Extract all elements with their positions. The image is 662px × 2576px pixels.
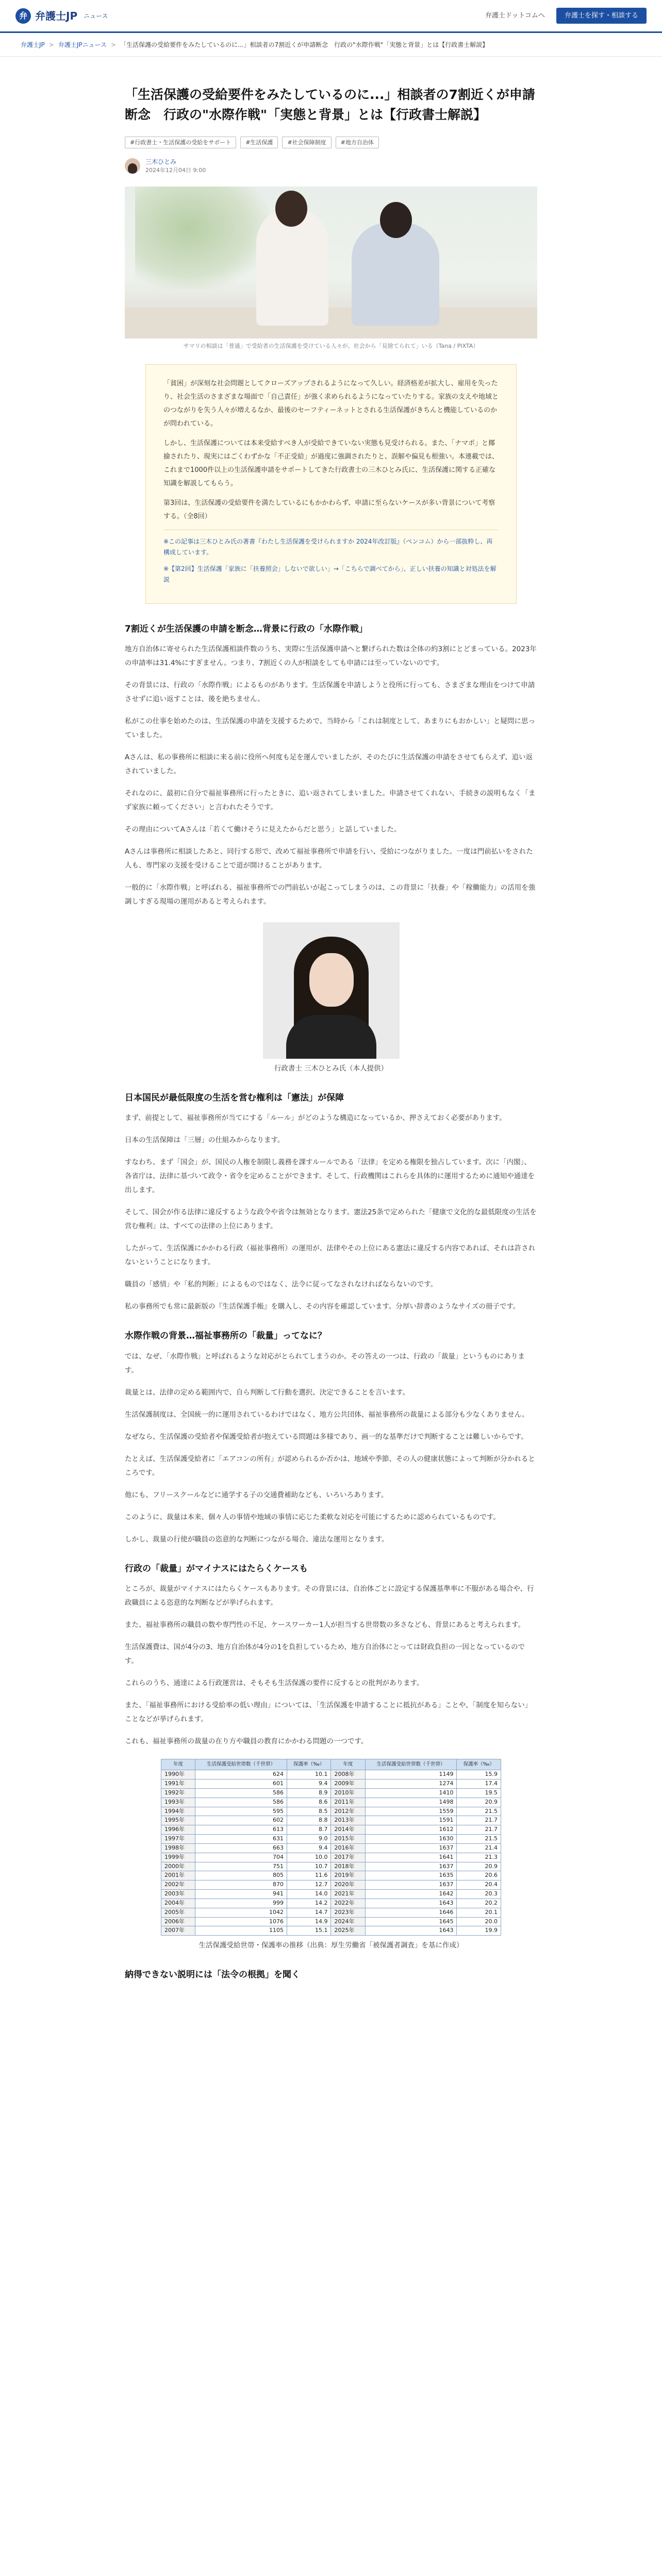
- table-cell-year: 1993年: [161, 1798, 195, 1807]
- table-cell-households: 1642: [365, 1890, 457, 1899]
- table-cell-year: 2011年: [331, 1798, 365, 1807]
- table-cell-households: 595: [195, 1807, 287, 1816]
- table-cell-households: 704: [195, 1853, 287, 1862]
- paragraph: 日本の生活保障は「三層」の仕組みからなります。: [125, 1136, 285, 1145]
- tag[interactable]: #地方自治体: [336, 137, 379, 148]
- table-cell-rate: 14.0: [287, 1890, 331, 1899]
- table-cell-year: 2019年: [331, 1871, 365, 1880]
- intro-paragraph: 「貧困」が深刻な社会問題としてクローズアップされるようになって久しい。経済格差が拡大し、雇用を失ったり、社会生活のさまざまな場面で「自己責任」が強く求められるようになっていたりする。家族の支えや地域とのつながりを失う人々が増えるなか、最後のセーフティーネットとされる生活保護がきちんと機能しているのかが問われている。: [163, 379, 499, 428]
- avatar[interactable]: [125, 158, 140, 174]
- table-cell-rate: 8.9: [287, 1788, 331, 1798]
- hero-plant: [135, 187, 269, 290]
- paragraph: 私の事務所でも常に最新版の『生活保護手帳』を購入し、その内容を確認しています。分厚い辞書のようなサイズの冊子です。: [125, 1302, 520, 1311]
- table-cell-rate: 20.9: [457, 1862, 501, 1871]
- intro-box: [145, 364, 517, 604]
- paragraph: 一般的に「水際作戦」と呼ばれる、福祉事務所での門前払いが起こってしまうのは、この背景に「扶養」や「稼働能力」の活用を強調しすぎる現場の運用があると考えられます。: [125, 884, 536, 906]
- table-cell-year: 1995年: [161, 1816, 195, 1825]
- table-cell-year: 2000年: [161, 1862, 195, 1871]
- table-row: [161, 1825, 501, 1835]
- table-cell-households: 1637: [365, 1862, 457, 1871]
- tag[interactable]: #生活保護: [240, 137, 278, 148]
- table-cell-rate: 9.0: [287, 1835, 331, 1844]
- table-cell-households: 1042: [195, 1908, 287, 1917]
- table-cell-households: 999: [195, 1899, 287, 1908]
- table-cell-households: 613: [195, 1825, 287, 1835]
- table-header: 年度: [161, 1759, 195, 1770]
- logo-sub: ニュース: [84, 12, 108, 20]
- logo-mark: 弁: [15, 8, 31, 24]
- table-header-row: [161, 1759, 501, 1770]
- author-portrait: [263, 922, 400, 1059]
- table-cell-households: 601: [195, 1779, 287, 1788]
- table-cell-year: 2009年: [331, 1779, 365, 1788]
- hero-person-left-head: [275, 191, 307, 227]
- table-cell-year: 1998年: [161, 1843, 195, 1853]
- table-cell-households: 1591: [365, 1816, 457, 1825]
- paragraph: では、なぜ、「水際作戦」と呼ばれるような対応がとられてしまうのか。その答えの一つは、行政の「裁量」というものにあります。: [125, 1352, 525, 1375]
- article: [125, 57, 537, 1982]
- table-row: [161, 1843, 501, 1853]
- table-row: [161, 1926, 501, 1936]
- table-cell-year: 2005年: [161, 1908, 195, 1917]
- previous-article-link[interactable]: ※【第2回】生活保護「家族に「扶養照会」しないで欲しい」→「こちらで調べてから」、正しい扶養の知識と対処法を解説: [163, 565, 496, 584]
- table-cell-rate: 21.5: [457, 1835, 501, 1844]
- bengoshi-dotcom-link[interactable]: 弁護士ドットコムへ: [485, 12, 545, 20]
- intro-links: [163, 530, 499, 586]
- table-cell-year: 1997年: [161, 1835, 195, 1844]
- tag[interactable]: #行政書士・生活保護の受給をサポート: [125, 137, 236, 148]
- table-cell-households: 941: [195, 1890, 287, 1899]
- table-cell-rate: 21.7: [457, 1825, 501, 1835]
- paragraph: 職員の「感情」や「私的判断」によるものではなく、法令に従ってなされなければならないのです。: [125, 1280, 438, 1289]
- table-cell-year: 2021年: [331, 1890, 365, 1899]
- site-header: [0, 0, 662, 33]
- intro-paragraph: しかし、生活保護については本来受給すべき人が受給できていない実態も見受けられる。また、「ナマポ」と揶揄されたり、現実にはごくわずかな「不正受給」が過度に強調されたりと、誤解や偏見も根強い。本連載では、これまで1000件以上の生活保護申請をサポートしてきた行政書士の三木ひとみ氏に、生活保護に関する正確な知識を解説してもらう。: [163, 439, 499, 487]
- table-cell-rate: 20.1: [457, 1908, 501, 1917]
- table-note: 生活保護受給世帯・保護率の推移（出典：厚生労働省「被保護者調査」を基に作成）: [198, 1941, 464, 1950]
- table-cell-year: 2002年: [161, 1880, 195, 1890]
- table-cell-year: 1991年: [161, 1779, 195, 1788]
- paragraph: これも、福祉事務所の裁量の在り方や職員の教育にかかわる問題の一つです。: [125, 1737, 368, 1745]
- author-block: [125, 158, 537, 174]
- section-heading: 日本国民が最低限度の生活を営む権利は「憲法」が保障: [125, 1093, 344, 1104]
- paragraph: 地方自治体に寄せられた生活保護相談件数のうち、実際に生活保護申請へと繋げられた数は全体の約3割にとどまっている。2023年の申請率は31.4%にすぎません。つまり、7割近くの人が相談をしても申請には至っていないのです。: [125, 645, 537, 668]
- table-cell-year: 2008年: [331, 1770, 365, 1780]
- paragraph: ところが、裁量がマイナスにはたらくケースもあります。その背景には、自治体ごとに設定する保護基準率に不服がある場合や、行政職員による恣意的な判断などが挙げられます。: [125, 1584, 534, 1607]
- table-cell-households: 1637: [365, 1843, 457, 1853]
- table-cell-year: 2017年: [331, 1853, 365, 1862]
- table-header: 生活保護受給世帯数（千世帯）: [195, 1759, 287, 1770]
- table-row: [161, 1835, 501, 1844]
- breadcrumb-separator: >: [111, 41, 117, 48]
- table-row: [161, 1899, 501, 1908]
- table-cell-rate: 17.4: [457, 1779, 501, 1788]
- table-row: [161, 1853, 501, 1862]
- welfare-statistics-table: [161, 1759, 501, 1936]
- intro-paragraph: 第3回は、生活保護の受給要件を満たしているにもかかわらず、申請に至らないケースが多い背景について考察する。（全8回）: [163, 499, 495, 520]
- table-row: [161, 1807, 501, 1816]
- header-right: [485, 8, 647, 24]
- table-cell-rate: 8.7: [287, 1825, 331, 1835]
- paragraph: 裁量とは、法律の定める範囲内で、自ら判断して行動を選択、決定できることを言います。: [125, 1388, 410, 1397]
- paragraph: なぜなら、生活保護の受給者や保護受給者が抱えている問題は多様であり、画一的な基準だけで判断することは難しいからです。: [125, 1432, 528, 1441]
- table-cell-households: 631: [195, 1835, 287, 1844]
- table-cell-households: 1612: [365, 1825, 457, 1835]
- table-row: [161, 1917, 501, 1926]
- table-cell-rate: 20.4: [457, 1880, 501, 1890]
- table-cell-rate: 10.7: [287, 1862, 331, 1871]
- table-cell-rate: 20.9: [457, 1798, 501, 1807]
- author-name[interactable]: 三木ひとみ: [145, 158, 177, 165]
- portrait-caption: 行政書士 三木ひとみ氏（本人提供）: [274, 1064, 388, 1073]
- paragraph: その理由についてAさんは「若くて働けそうに見えたからだと思う」と話していました。: [125, 825, 401, 834]
- paragraph: その背景には、行政の「水際作戦」によるものがあります。生活保護を申請しようと役所に行っても、さまざまな理由をつけて申請させずに追い返すことは、後を絶ちません。: [125, 681, 535, 704]
- table-cell-rate: 9.4: [287, 1779, 331, 1788]
- breadcrumb-news[interactable]: 弁護士JPニュース: [58, 41, 107, 48]
- table-cell-year: 1996年: [161, 1825, 195, 1835]
- hero-caption: サマリの相談は「普通」で受給者の生活保護を受けている人々が、社会から「見捨てられて」いる（Tana / PIXTA）: [183, 343, 479, 350]
- table-cell-rate: 20.3: [457, 1890, 501, 1899]
- table-cell-year: 2006年: [161, 1917, 195, 1926]
- table-cell-rate: 21.3: [457, 1853, 501, 1862]
- logo-text: 弁護士JP: [35, 9, 78, 22]
- table-cell-year: 2020年: [331, 1880, 365, 1890]
- table-cell-households: 1105: [195, 1926, 287, 1936]
- table-row: [161, 1862, 501, 1871]
- table-cell-rate: 14.7: [287, 1908, 331, 1917]
- table-row: [161, 1816, 501, 1825]
- table-cell-rate: 11.6: [287, 1871, 331, 1880]
- table-cell-households: 1559: [365, 1807, 457, 1816]
- table-cell-rate: 10.1: [287, 1770, 331, 1780]
- table-cell-households: 1410: [365, 1788, 457, 1798]
- table-cell-households: 1498: [365, 1798, 457, 1807]
- table-cell-year: 2025年: [331, 1926, 365, 1936]
- table-cell-rate: 20.2: [457, 1899, 501, 1908]
- table-cell-households: 624: [195, 1770, 287, 1780]
- table-cell-households: 602: [195, 1816, 287, 1825]
- table-cell-rate: 8.8: [287, 1816, 331, 1825]
- article-body: [125, 622, 537, 1982]
- table-cell-year: 1992年: [161, 1788, 195, 1798]
- paragraph: このように、裁量は本来、個々人の事情や地域の事情に応じた柔軟な対応を可能にするために認められているものです。: [125, 1513, 500, 1521]
- article-title: 「生活保護の受給要件をみたしているのに...」相談者の7割近くが申請断念 行政の"水際作戦"「実態と背景」とは【行政書士解説】: [125, 87, 535, 122]
- table-cell-households: 586: [195, 1788, 287, 1798]
- table-cell-households: 1635: [365, 1871, 457, 1880]
- paragraph: また、「福祉事務所における受給率の低い理由」については、「生活保護を申請することに抵抗がある」ことや、「制度を知らない」ことなどが挙げられます。: [125, 1701, 532, 1723]
- table-row: [161, 1890, 501, 1899]
- table-cell-households: 1149: [365, 1770, 457, 1780]
- table-cell-rate: 21.5: [457, 1807, 501, 1816]
- table-cell-households: 1643: [365, 1899, 457, 1908]
- breadcrumb-current: 「生活保護の受給要件をみたしているのに...」相談者の7割近くが申請断念 行政の"水際作戦"「実態と背景」とは【行政書士解説】: [120, 41, 489, 48]
- table-cell-rate: 9.4: [287, 1843, 331, 1853]
- table-cell-rate: 8.6: [287, 1798, 331, 1807]
- table-cell-year: 2024年: [331, 1917, 365, 1926]
- table-cell-rate: 19.9: [457, 1926, 501, 1936]
- table-cell-households: 1645: [365, 1917, 457, 1926]
- paragraph: これらのうち、通達による行政運営は、そもそも生活保護の要件に反するとの批判があります。: [125, 1679, 424, 1687]
- section-heading: 7割近くが生活保護の申請を断念…背景に行政の「水際作戦」: [125, 624, 368, 635]
- book-link[interactable]: ※この記事は三木ひとみ氏の著書『わたし生活保護を受けられますか 2024年改訂版』（ペンコム）から一部抜粋し、再構成しています。: [163, 537, 493, 556]
- paragraph: まず、前提として、福祉事務所が当てにする「ルール」がどのような構造になっているか、押さえておく必要があります。: [125, 1114, 506, 1123]
- table-body: [161, 1770, 501, 1936]
- table-header: 年度: [331, 1759, 365, 1770]
- paragraph: すなわち、まず「国会」が、国民の人権を制限し義務を課すルールである「法律」を定める権限を独占しています。次に「内閣」、各省庁は、法律に基づいて政令・省令を定めることができます。そして、行政機関はこれらを具体的に運用するために通知や通達を出します。: [125, 1158, 535, 1195]
- table-row: [161, 1908, 501, 1917]
- table-cell-rate: 20.6: [457, 1871, 501, 1880]
- table-cell-year: 2023年: [331, 1908, 365, 1917]
- paragraph: 生活保護費は、国が4分の3、地方自治体が4分の1を負担しているため、地方自治体にとっては財政負担の一因となっているのです。: [125, 1642, 525, 1665]
- paragraph: Aさんは事務所に相談したあと、同行する形で、改めて福祉事務所で申請を行い、受給につながりました。一度は門前払いをされた人も、専門家の支援を受けることで道が開けることがあります。: [125, 848, 533, 870]
- tag-list: [125, 137, 537, 148]
- find-lawyer-button[interactable]: 弁護士を探す・相談する: [556, 8, 647, 24]
- paragraph: それなのに、最初に自分で福祉事務所に行ったときに、追い返されてしまいました。申請させてくれない、手続きの説明もなく「まず家族に頼ってください」と言われたそうです。: [125, 789, 536, 812]
- hero-person-right-head: [380, 202, 412, 238]
- table-cell-year: 2016年: [331, 1843, 365, 1853]
- paragraph: 他にも、フリースクールなどに通学する子の交通費補助なども、いろいろあります。: [125, 1490, 388, 1499]
- paragraph: そして、国会が作る法律に違反するような政令や省令は無効となります。憲法25条で定められた「健康で文化的な最低限度の生活を営む権利」は、すべての法律の上位にあります。: [125, 1208, 537, 1231]
- table-header: 保護率（‰）: [457, 1759, 501, 1770]
- logo[interactable]: [15, 8, 108, 24]
- table-cell-rate: 12.7: [287, 1880, 331, 1890]
- table-row: [161, 1770, 501, 1780]
- table-cell-households: 751: [195, 1862, 287, 1871]
- table-cell-households: 1630: [365, 1835, 457, 1844]
- table-cell-rate: 14.2: [287, 1899, 331, 1908]
- table-cell-year: 2001年: [161, 1871, 195, 1880]
- table-cell-year: 2003年: [161, 1890, 195, 1899]
- table-cell-rate: 15.1: [287, 1926, 331, 1936]
- table-cell-households: 1643: [365, 1926, 457, 1936]
- breadcrumb-home[interactable]: 弁護士JP: [21, 41, 45, 48]
- publish-date: 2024年12月04日 9:00: [145, 166, 206, 174]
- table-cell-rate: 21.4: [457, 1843, 501, 1853]
- table-cell-households: 805: [195, 1871, 287, 1880]
- section-heading: 行政の「裁量」がマイナスにはたらくケースも: [125, 1563, 308, 1574]
- table-cell-year: 2013年: [331, 1816, 365, 1825]
- hero-table: [125, 308, 537, 338]
- table-cell-rate: 15.9: [457, 1770, 501, 1780]
- table-cell-rate: 19.5: [457, 1788, 501, 1798]
- table-cell-households: 870: [195, 1880, 287, 1890]
- hero-person-right: [352, 223, 439, 326]
- section-heading: 納得できない説明には「法令の根拠」を聞く: [125, 1970, 300, 1980]
- author-meta: [145, 158, 206, 174]
- breadcrumb-separator: >: [48, 41, 54, 48]
- table-cell-year: 2010年: [331, 1788, 365, 1798]
- table-row: [161, 1880, 501, 1890]
- paragraph: たとえば、生活保護受給者に「エアコンの所有」が認められるか否かは、地域や季節、その人の健康状態によって判断が分かれるところです。: [125, 1454, 535, 1477]
- portrait-suit: [286, 1015, 376, 1059]
- table-row: [161, 1798, 501, 1807]
- paragraph: Aさんは、私の事務所に相談に来る前に役所へ何度も足を運んでいましたが、そのたびに生活保護の申請をさせてもらえず、追い返されていました。: [125, 753, 533, 776]
- table-header: 保護率（‰）: [287, 1759, 331, 1770]
- table-cell-households: 1646: [365, 1908, 457, 1917]
- table-cell-households: 1641: [365, 1853, 457, 1862]
- table-cell-year: 1994年: [161, 1807, 195, 1816]
- table-cell-rate: 14.9: [287, 1917, 331, 1926]
- table-cell-households: 1274: [365, 1779, 457, 1788]
- table-row: [161, 1779, 501, 1788]
- table-cell-year: 2012年: [331, 1807, 365, 1816]
- table-cell-year: 1999年: [161, 1853, 195, 1862]
- paragraph: 私がこの仕事を始めたのは、生活保護の申請を支援するためで、当時から「これは制度として、あまりにもおかしい」と疑問に思っていました。: [125, 717, 535, 740]
- table-cell-year: 2004年: [161, 1899, 195, 1908]
- table-cell-rate: 21.7: [457, 1816, 501, 1825]
- paragraph: 生活保護制度は、全国統一的に運用されているわけではなく、地方公共団体、福祉事務所の裁量による部分も少なくありません。: [125, 1410, 529, 1419]
- portrait-face: [309, 953, 354, 1007]
- table-cell-rate: 20.0: [457, 1917, 501, 1926]
- table-cell-year: 2022年: [331, 1899, 365, 1908]
- table-cell-households: 663: [195, 1843, 287, 1853]
- tag[interactable]: #社会保障制度: [282, 137, 331, 148]
- table-cell-year: 2014年: [331, 1825, 365, 1835]
- table-cell-households: 1076: [195, 1917, 287, 1926]
- paragraph: したがって、生活保護にかかわる行政（福祉事務所）の運用が、法律やその上位にある憲法に違反する内容であれば、それは許されないということになります。: [125, 1244, 536, 1267]
- hero-image: [125, 187, 537, 338]
- avatar-figure: [128, 163, 137, 174]
- section-heading: 水際作戦の背景…福祉事務所の「裁量」ってなに？: [125, 1331, 326, 1342]
- table-cell-households: 1637: [365, 1880, 457, 1890]
- table-cell-year: 2007年: [161, 1926, 195, 1936]
- breadcrumb: [0, 33, 662, 57]
- table-row: [161, 1871, 501, 1880]
- table-cell-year: 2018年: [331, 1862, 365, 1871]
- table-cell-year: 1990年: [161, 1770, 195, 1780]
- table-cell-rate: 10.0: [287, 1853, 331, 1862]
- table-cell-year: 2015年: [331, 1835, 365, 1844]
- paragraph: また、福祉事務所の職員の数や専門性の不足、ケースワーカー1人が担当する世帯数の多さなども、背景にあると考えられます。: [125, 1620, 525, 1629]
- paragraph: しかし、裁量の行使が職員の恣意的な判断につながる場合、違法な運用となります。: [125, 1535, 389, 1544]
- table-row: [161, 1788, 501, 1798]
- table-header: 生活保護受給世帯数（千世帯）: [365, 1759, 457, 1770]
- table-cell-households: 586: [195, 1798, 287, 1807]
- table-cell-rate: 8.5: [287, 1807, 331, 1816]
